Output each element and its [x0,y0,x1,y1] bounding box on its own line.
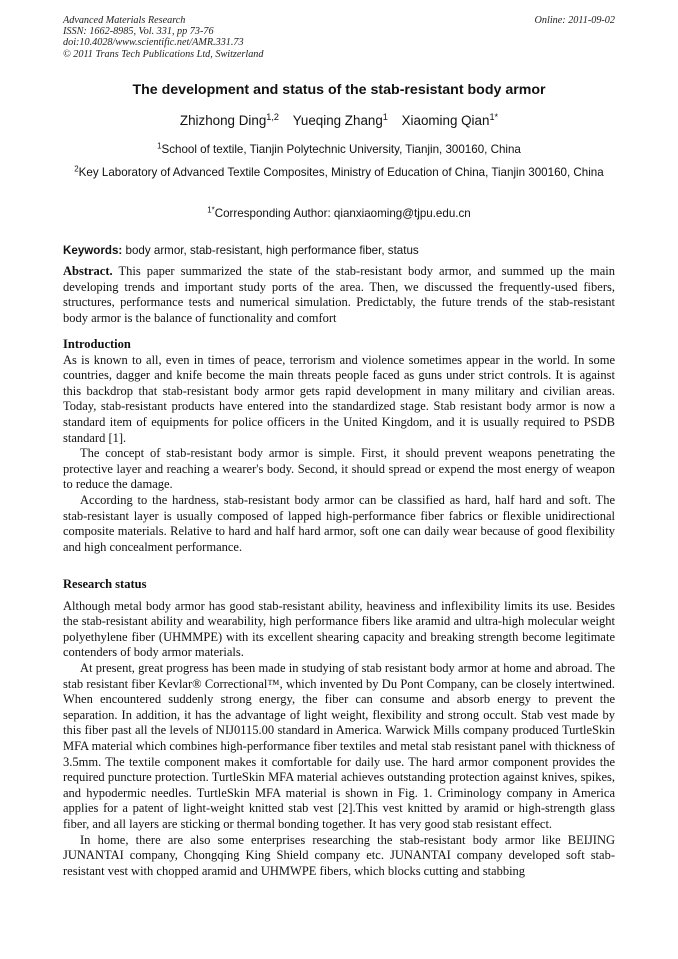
paragraph: Although metal body armor has good stab-resistant ability, heaviness and inflexibility limits its use. Besides the stab-resistant ability and wearability, high performance fibers like aramid and ultra-high molecular weight polyethylene fiber (UHMMPE) with its excellent shearing capacity and breaking strength become legitimate contenders of body armor materials. [63,598,615,660]
research-status-section [63,577,615,879]
paragraph: At present, great progress has been made in studying of stab resistant body armor at home and abroad. The stab resistant fiber Kevlar® Correctional™, which invented by Du Pont Company, can be closely intertwined. When encountered suddenly strong energy, the fiber can consume and absorb energy to prevent the separation. In addition, it has the advantage of light weight, flexibility and strong occult. Stab vest made by this fiber past all the levels of NIJ0115.00 standard in America. Warwick Mills company produced TurtleSkin MFA material which combines high-performance fiber textiles and metal stab resistant panel with thickness of 3.5mm. The textile component makes it comfortable for daily use. The hard armor component provides the required puncture protection. TurtleSkin MFA material achieves outstanding protection against knives, spikes, and hypodermic needles. TurtleSkin MFA material is shown in Fig. 1. Criminology company in America applies for a patent of light-weight knitted stab vest [2].This vest knitted by aramid or high-strength glass fiber, and all layers are sticking or thermal bonding together. It has very good stab resistant effect. [63,660,615,831]
journal-name: Advanced Materials Research [63,15,186,26]
paragraph: As is known to all, even in times of peace, terrorism and violence sometimes appear in the world. In some countries, dagger and knife become the main threats people faced as guns under strict controls. It is against this backdrop that stab-resistant body armor gets rapid development in many military and civilian areas. Today, stab-resistant products have entered into the standardized stage. Stab resistant body armor is now a standard item of equipments for police officers in the United Kingdom, and it is usually required to PSDB standard [1]. [63,352,615,445]
introduction-section [63,337,615,555]
affiliation-2: $^2$Key Laboratory of Advanced Textile Composites, Ministry of Education of China, Tianjin 300160, China [74,164,604,179]
journal-header [63,15,615,60]
author: Yueqing Zhang$^1$ [292,112,388,128]
author: Zhizhong Ding$^{1,2}$ [179,112,279,128]
affiliation-1: $^1$School of textile, Tianjin Polytechnic University, Tianjin, 300160, China [157,141,521,156]
paragraph: In home, there are also some enterprises researching the stab-resistant body armor like BEIJING JUNANTAI company, Chongqing King Shield company etc. JUNANTAI company developed soft stab-resistant vest with chopped aramid and UHMWPE fibers, which blocks cutting and stabbing [63,832,615,878]
keywords [63,243,615,258]
paragraph: According to the hardness, stab-resistant body armor can be classified as hard, half hard and soft. The stab-resistant layer is usually composed of lapped high-performance fiber fabrics or flexible unidirectional composite materials. Relative to hard and half hard armor, soft one can daily wear because of good flexibility and high concealment performance. [63,492,615,554]
keywords-label: Keywords: [63,244,123,257]
doi-line: doi:10.4028/www.scientific.net/AMR.331.73 [63,37,244,49]
introduction-heading: Introduction [63,337,131,351]
online-date: Online: 2011-09-02 [534,15,615,26]
author: Xiaoming Qian$^{1*}$ [401,112,499,128]
keywords-text: body armor, stab-resistant, high performance fiber, status [125,244,419,257]
author-list [40,113,638,128]
paper-title: The development and status of the stab-resistant body armor [132,82,546,98]
abstract [63,264,615,326]
paragraph: The concept of stab-resistant body armor is simple. First, it should prevent weapons penetrating the protective layer and reaching a wearer's body. Second, it should spread or expend the most energy of weapon to reduce the damage. [63,446,615,492]
abstract-label: Abstract. [63,264,113,278]
corresponding-author: $^{1*}$Corresponding Author: qianxiaoming@tjpu.edu.cn [207,205,471,220]
research-status-heading: Research status [63,577,147,591]
issn-line: ISSN: 1662-8985, Vol. 331, pp 73-76 [63,26,214,38]
copyright-line: © 2011 Trans Tech Publications Ltd, Switzerland [63,48,264,60]
abstract-text: This paper summarized the state of the stab-resistant body armor, and summed up the main developing trends and important study ports of the area. Then, we discussed the frequently-used fibers, structures, performance tests and numerical simulation. Predictably, the future trends of the stab-resistant body armor is the balance of functionality and comfort [63,264,616,325]
